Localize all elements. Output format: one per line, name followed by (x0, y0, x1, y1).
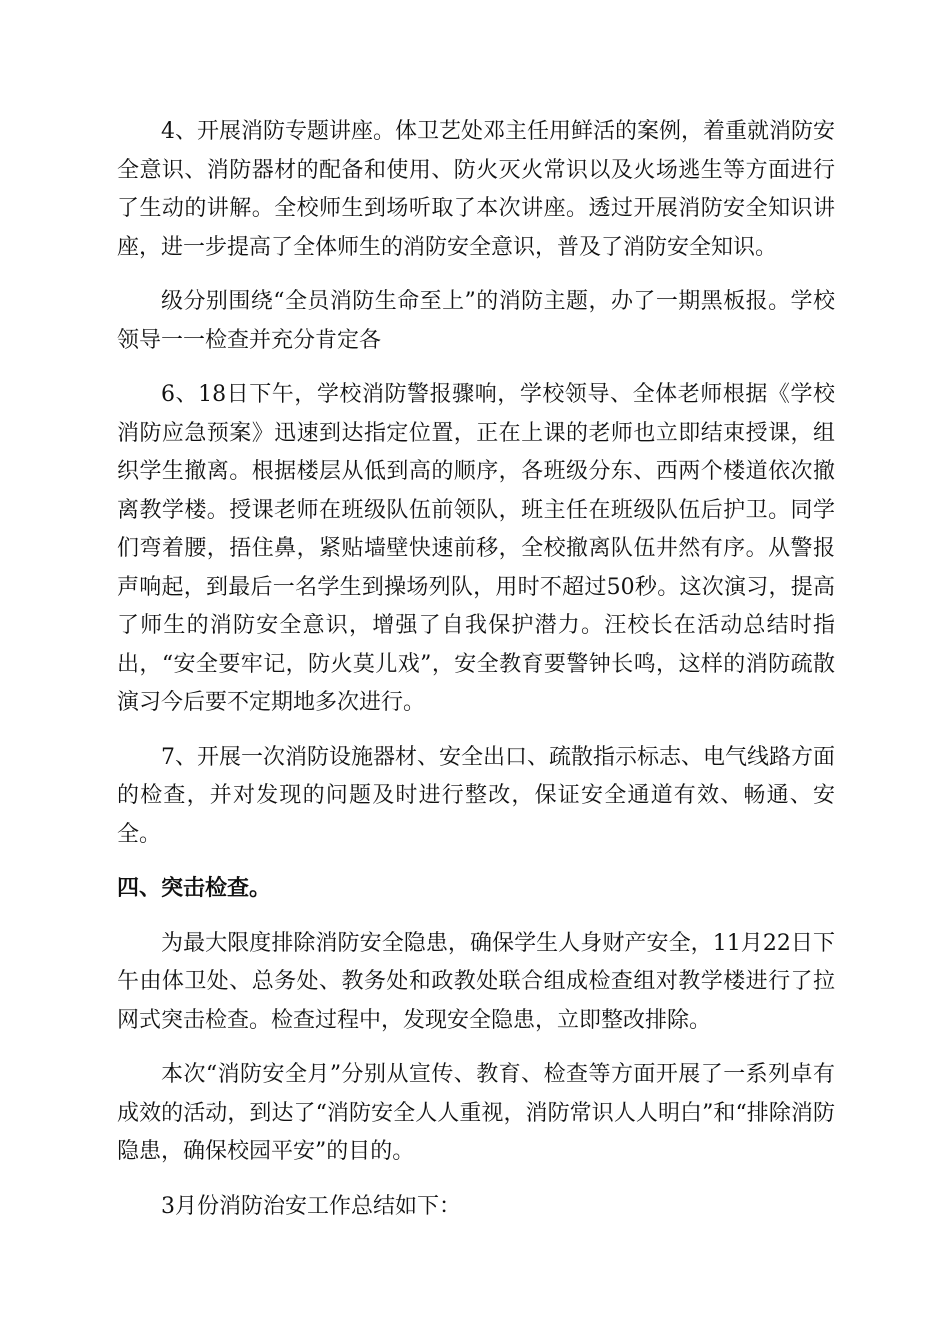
paragraph-lecture: 4、开展消防专题讲座。体卫艺处邓主任用鲜活的案例，着重就消防安全意识、消防器材的配备和使用、防火灭火常识以及火场逃生等方面进行了生动的讲解。全校师生到场听取了本次讲座。透过开展消防安全知识讲座，进一步提高了全体师生的消防安全意识，普及了消防安全知识。 (117, 119, 835, 260)
document-page (117, 113, 835, 1242)
paragraph-march-summary: 3月份消防治安工作总结如下： (161, 1193, 461, 1219)
paragraph-summary: 本次“消防安全月”分别从宣传、教育、检查等方面开展了一系列卓有成效的活动，到达了“消防安全人人重视，消防常识人人明白”和“排除消防隐患，确保校园平安”的目的。 (117, 1062, 835, 1164)
paragraph-blackboard: 级分别围绕“全员消防生命至上”的消防主题，办了一期黑板报。学校领导一一检查并充分肯定各 (117, 289, 835, 353)
paragraph-inspection-items: 7、开展一次消防设施器材、安全出口、疏散指示标志、电气线路方面的检查，并对发现的问题及时进行整改，保证安全通道有效、畅通、安全。 (117, 744, 835, 847)
paragraph-surprise-check: 为最大限度排除消防安全隐患，确保学生人身财产安全，11月22日下午由体卫处、总务处、教务处和政教处联合组成检查组对教学楼进行了拉网式突击检查。检查过程中，发现安全隐患，立即整改排除。 (117, 930, 835, 1033)
section-heading: 四、突击检查。 (117, 876, 272, 901)
paragraph-drill: 6、18日下午，学校消防警报骤响，学校领导、全体老师根据《学校消防应急预案》迅速到达指定位置，正在上课的老师也立即结束授课，组织学生撤离。根据楼层从低到高的顺序，各班级分东、西两个楼道依次撤离教学楼。授课老师在班级队伍前领队，班主任在班级队伍后护卫。同学们弯着腰，捂住鼻，紧贴墙壁快速前移，全校撤离队伍井然有序。从警报声响起，到最后一名学生到操场列队，用时不超过50秒。这次演习，提高了师生的消防安全意识，增强了自我保护潜力。汪校长在活动总结时指出，“安全要牢记，防火莫儿戏”，安全教育要警钟长鸣，这样的消防疏散演习今后要不定期地多次进行。 (117, 382, 835, 715)
